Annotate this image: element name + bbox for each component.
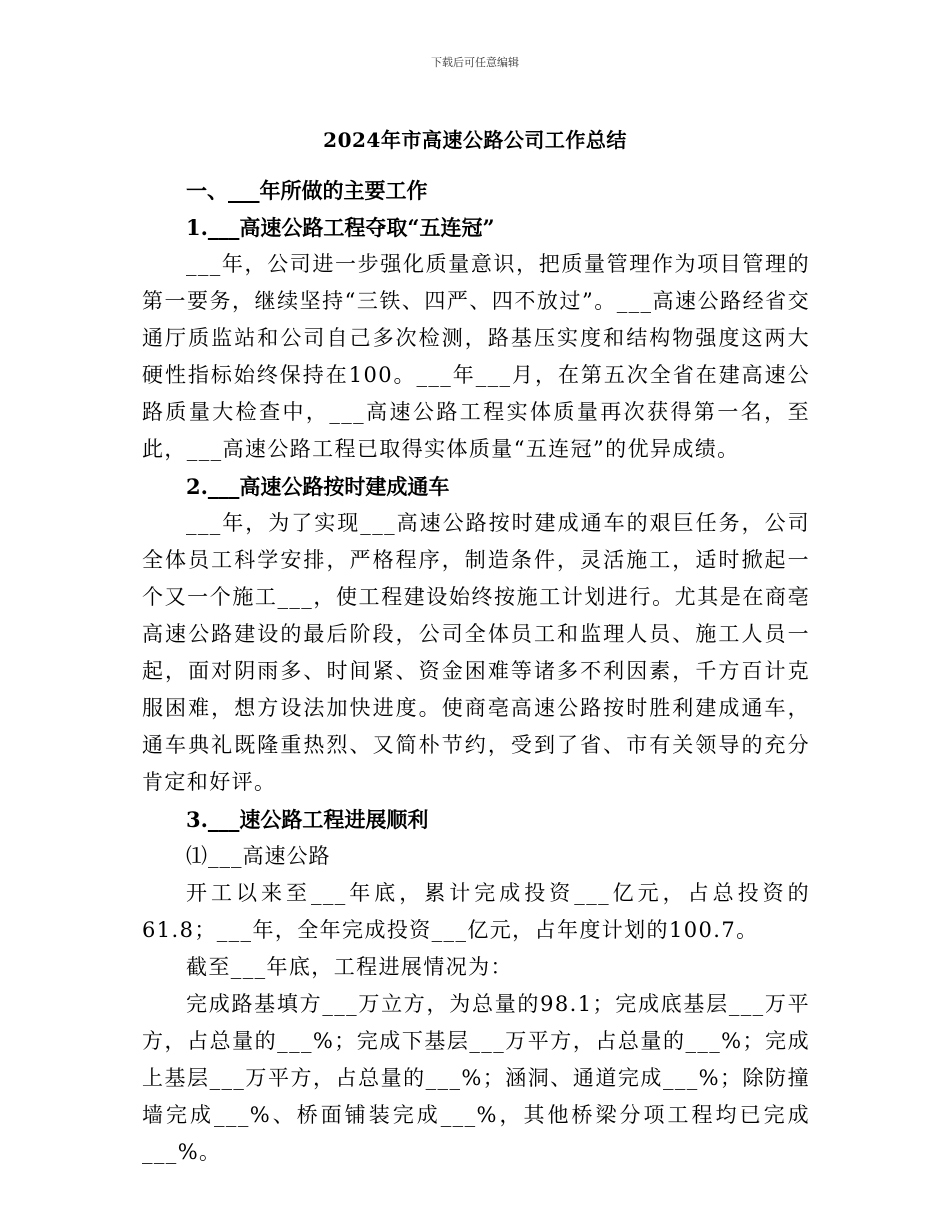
paragraph-progress-details: 完成路基填方___万立方，为总量的98.1；完成底基层___万平方，占总量的___%；完成下基层___万平方，占总量的___%；完成上基层___万平方，占总量的___%；涵洞、通道完成___%；除防撞墙完成___%、桥面铺装完成___%，其他桥梁分项工程均已完成___%。 [142, 992, 810, 1164]
document-title: 2024年市高速公路公司工作总结 [323, 128, 627, 152]
subsection-heading-2: 2.___高速公路按时建成通车 [186, 474, 450, 499]
subsection-heading-1: 1.___高速公路工程夺取“五连冠” [186, 215, 495, 240]
subsection-heading-3: 3.___速公路工程进展顺利 [186, 807, 429, 832]
paragraph-quality: ___年，公司进一步强化质量意识，把质量管理作为项目管理的第一要务，继续坚持“三铁、四严、四不放过”。___高速公路经省交通厅质监站和公司自己多次检测，路基压实度和结构物强度这两大硬性指标始终保持在100。___年___月，在第五次全省在建高速公路质量大检查中，___高速公路工程实体质量再次获得第一名，至此，___高速公路工程已取得实体质量“五连冠”的优异成绩。 [142, 252, 810, 461]
paragraph-opening: ___年，为了实现___高速公路按时建成通车的艰巨任务，公司全体员工科学安排，严格程序，制造条件，灵活施工，适时掀起一个又一个施工___，使工程建设始终按施工计划进行。尤其是在商亳高速公路建设的最后阶段，公司全体员工和监理人员、施工人员一起，面对阴雨多、时间紧、资金困难等诸多不利因素，千方百计克服困难，想方设法加快进度。使商亳高速公路按时胜利建成通车，通车典礼既隆重热烈、又简朴节约，受到了省、市有关领导的充分肯定和好评。 [142, 511, 810, 794]
item-heading-highway: ⑴___高速公路 [186, 844, 331, 868]
section-heading-1: 一、___年所做的主要工作 [186, 178, 428, 203]
header-note: 下载后可任意编辑 [431, 56, 519, 69]
document-body [142, 172, 810, 1171]
paragraph-progress-intro: 截至___年底，工程进展情况为： [186, 955, 513, 979]
paragraph-investment: 开工以来至___年底，累计完成投资___亿元，占总投资的61.8；___年，全年完成投资___亿元，占年度计划的100.7。 [142, 881, 810, 942]
